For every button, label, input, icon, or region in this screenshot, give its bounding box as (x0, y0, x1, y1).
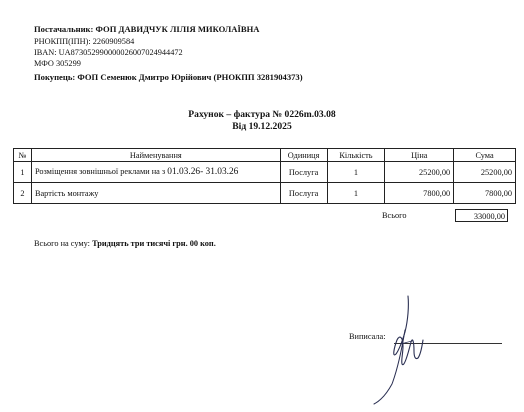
supplier-rnokpp: РНОКПП(ІПН): 2260909584 (34, 37, 135, 46)
row-name-period: 01.03.26- 31.03.26 (167, 167, 239, 177)
supplier-iban: IBAN: UA873052990000026007024944472 (34, 48, 183, 57)
column-header-quantity: Кількість (327, 149, 385, 162)
buyer-line: Покупець: ФОП Семенюк Дмитро Юрійович (РНОКПП 3281904373) (34, 72, 303, 82)
column-header-unit: Одиниця (280, 149, 327, 162)
row-unit: Послуга (280, 183, 327, 204)
supplier-mfo: МФО 305299 (34, 59, 81, 68)
invoice-date: Від 19.12.2025 (232, 121, 292, 132)
table-header-row (14, 149, 516, 162)
row-number: 2 (14, 183, 32, 204)
invoice-title: Рахунок – фактура № 0226m.03.08 (188, 109, 336, 120)
total-label: Всього (382, 211, 407, 220)
row-quantity: 1 (327, 183, 385, 204)
row-quantity: 1 (327, 162, 385, 183)
row-number: 1 (14, 162, 32, 183)
issued-by-label: Виписала: (349, 332, 386, 341)
row-sum: 7800,00 (454, 183, 516, 204)
sum-in-words-amount: Тридцять три тисячі грн. 00 коп. (92, 239, 216, 248)
sum-in-words (34, 239, 216, 248)
row-unit: Послуга (280, 162, 327, 183)
sum-in-words-label: Всього на суму: (34, 239, 90, 248)
row-name: Вартість монтажу (31, 183, 280, 204)
row-price: 25200,00 (385, 162, 454, 183)
column-header-name: Найменування (31, 149, 280, 162)
column-header-number: № (14, 149, 32, 162)
signature-icon (368, 294, 448, 406)
table-row (14, 162, 516, 183)
total-value: 33000,00 (455, 209, 508, 222)
row-name (31, 162, 280, 183)
row-sum: 25200,00 (454, 162, 516, 183)
column-header-sum: Сума (454, 149, 516, 162)
invoice-items-table (13, 148, 516, 204)
row-price: 7800,00 (385, 183, 454, 204)
row-name-text: Розміщення зовнішньої реклами на з (34, 167, 166, 176)
supplier-line: Постачальник: ФОП ДАВИДЧУК ЛІЛІЯ МИКОЛАЇВНА (34, 24, 260, 34)
column-header-price: Ціна (385, 149, 454, 162)
table-row (14, 183, 516, 204)
